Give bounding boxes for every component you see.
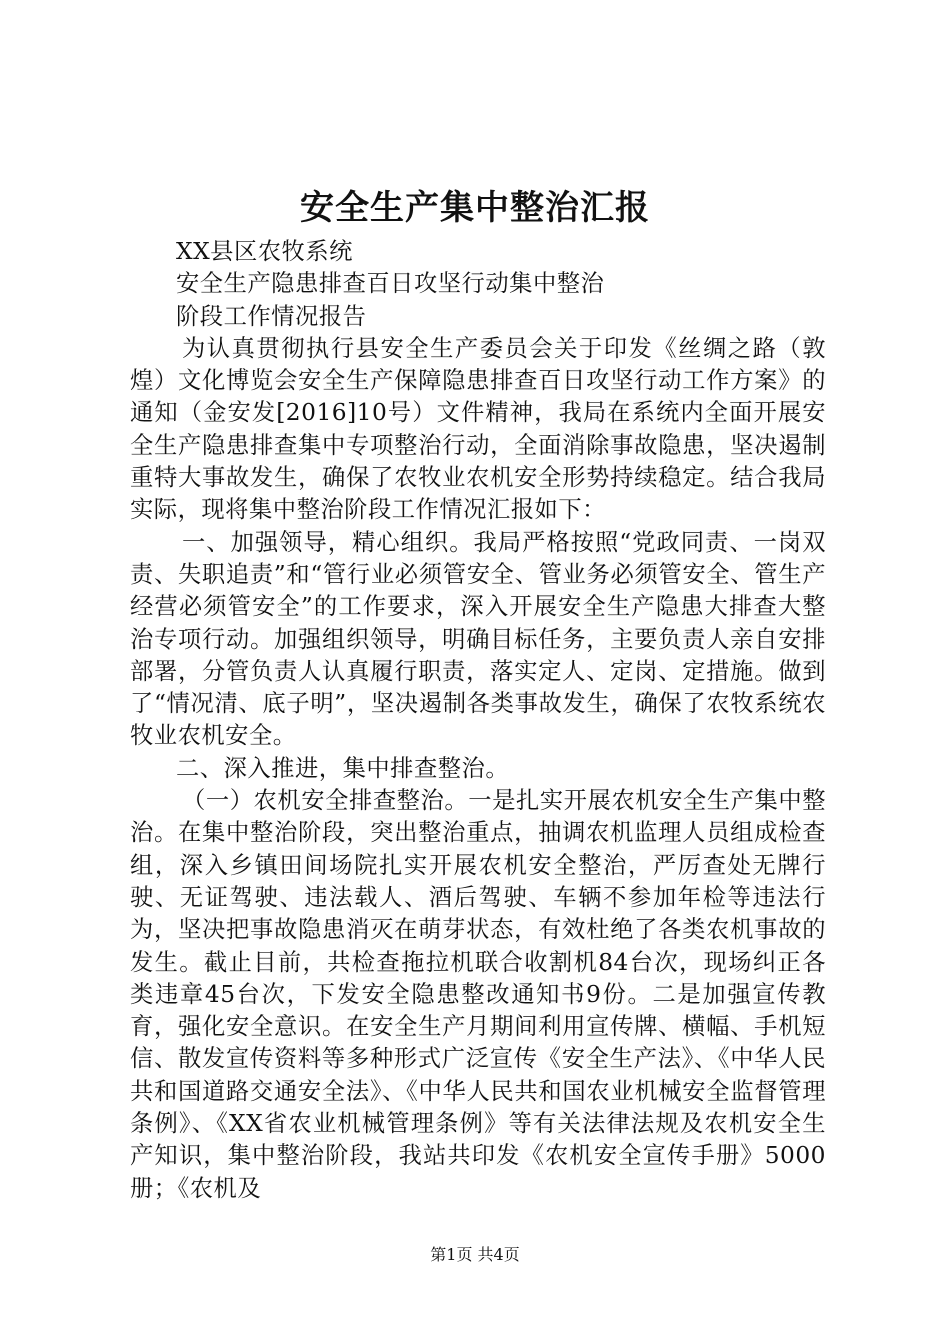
document-body <box>130 236 826 1205</box>
page-footer: 第1页 共4页 <box>430 1245 520 1264</box>
header-line-organization: XX县区农牧系统 <box>176 238 353 265</box>
header-line-report-type: 阶段工作情况报告 <box>176 302 367 330</box>
paragraph-intro: 为认真贯彻执行县安全生产委员会关于印发《丝绸之路（敦煌）文化博览会安全生产保障隐患排查百日攻坚行动工作方案》的通知（金安发[2016]10号）文件精神，我局在系统内全面开展安全生产隐患排查集中专项整治行动，全面消除事故隐患，坚决遏制重特大事故发生，确保了农牧业农机安全形势持续稳定。结合我局实际，现将集中整治阶段工作情况汇报如下： <box>130 334 826 524</box>
paragraph-section-1: 一、加强领导，精心组织。我局严格按照“党政同责、一岗双责、失职追责”和“管行业必须管安全、管业务必须管安全、管生产经营必须管安全”的工作要求，深入开展安全生产隐患大排查大整治专项行动。加强组织领导，明确目标任务，主要负责人亲自安排部署，分管负责人认真履行职责，落实定人、定岗、定措施。做到了“情况清、底子明”，坚决遏制各类事故发生，确保了农牧系统农牧业农机安全。 <box>130 528 826 750</box>
paragraph-section-2-1: （一）农机安全排查整治。一是扎实开展农机安全生产集中整治。在集中整治阶段，突出整治重点，抽调农机监理人员组成检查组，深入乡镇田间场院扎实开展农机安全整治，严厉查处无牌行驶、无证驾驶、违法载人、酒后驾驶、车辆不参加年检等违法行为，坚决把事故隐患消灭在萌芽状态，有效杜绝了各类农机事故的发生。截止目前，共检查拖拉机联合收割机84台次，现场纠正各类违章45台次，下发安全隐患整改通知书9份。二是加强宣传教育，强化安全意识。在安全生产月期间利用宣传牌、横幅、手机短信、散发宣传资料等多种形式广泛宣传《安全生产法》、《中华人民共和国道路交通安全法》、《中华人民共和国农业机械安全监督管理条例》、《XX省农业机械管理条例》等有关法律法规及农机安全生产知识，集中整治阶段，我站共印发《农机安全宣传手册》5000册；《农机及 <box>130 787 826 1202</box>
paragraph-section-2-heading: 二、深入推进，集中排查整治。 <box>176 754 510 782</box>
document-title: 安全生产集中整治汇报 <box>300 188 650 228</box>
header-line-campaign: 安全生产隐患排查百日攻坚行动集中整治 <box>176 270 605 298</box>
